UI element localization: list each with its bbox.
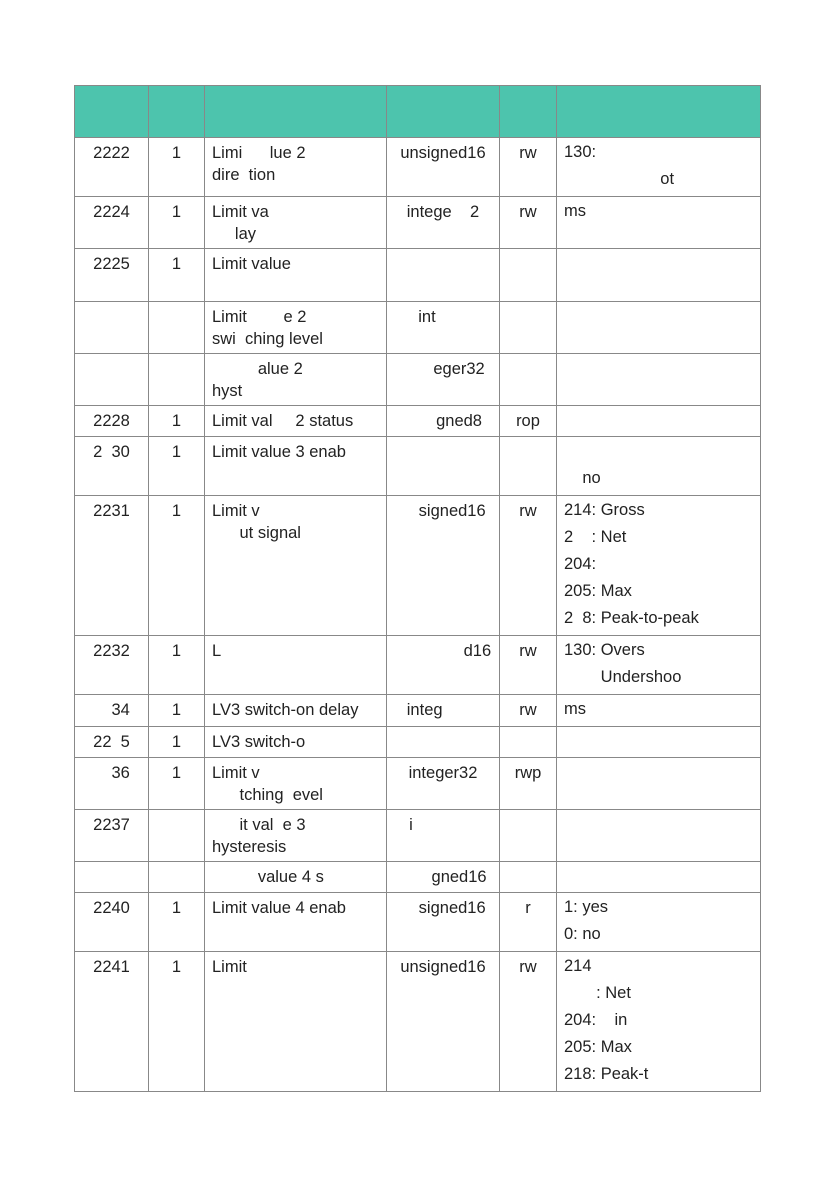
parameter-name-cell <box>204 952 386 1092</box>
table-row <box>74 758 761 810</box>
values-cell-text <box>557 893 760 951</box>
data-type-cell-text: int <box>418 308 468 326</box>
data-type-cell-text <box>387 727 499 734</box>
table-row <box>74 406 761 437</box>
value-line: Undershoo <box>564 668 682 686</box>
parameter-name-cell-text: Limit val 2 status <box>212 412 354 430</box>
data-type-cell-text: signed16 <box>400 899 486 917</box>
access-cell <box>499 758 556 810</box>
access-cell <box>499 727 556 758</box>
parameter-number-cell-text: 2231 <box>93 502 130 520</box>
subindex-cell <box>148 893 204 952</box>
values-cell <box>556 758 761 810</box>
value-line: 130: <box>564 143 597 161</box>
subindex-cell-text <box>149 862 204 869</box>
parameter-number-cell <box>74 727 148 758</box>
parameter-number-cell-text: 2222 <box>93 144 130 162</box>
parameter-name-cell <box>204 636 386 695</box>
data-type-cell <box>386 636 499 695</box>
values-cell <box>556 893 761 952</box>
parameter-name-cell <box>204 727 386 758</box>
parameter-number-cell <box>74 197 148 249</box>
values-cell <box>556 695 761 727</box>
value-line: 205: Max <box>564 582 632 600</box>
parameter-number-cell-text <box>75 302 148 309</box>
parameter-number-cell <box>74 758 148 810</box>
parameter-number-cell-text <box>75 354 148 361</box>
subindex-cell-text: 1 <box>171 144 182 162</box>
access-cell <box>499 893 556 952</box>
values-cell-text <box>557 636 760 694</box>
value-line <box>564 438 753 465</box>
table-row <box>74 496 761 636</box>
values-cell <box>556 249 761 302</box>
parameter-name-cell-text: LV3 switch-on delay <box>212 701 359 719</box>
parameter-name-cell-text: Limit <box>212 958 247 976</box>
table-row <box>74 437 761 496</box>
subindex-cell <box>148 302 204 354</box>
values-cell-text <box>557 249 760 253</box>
value-line: 2 8: Peak-to-peak <box>564 609 699 627</box>
value-line: 205: Max <box>564 1038 632 1056</box>
data-type-cell <box>386 437 499 496</box>
subindex-cell <box>148 249 204 302</box>
parameter-table <box>74 85 761 1092</box>
parameter-name-cell-text: L <box>212 642 222 660</box>
data-type-cell <box>386 893 499 952</box>
values-cell-text <box>557 862 760 866</box>
subindex-cell <box>148 437 204 496</box>
header-cell <box>499 85 556 138</box>
header-cell <box>204 85 386 138</box>
parameter-name-cell <box>204 197 386 249</box>
data-type-cell <box>386 354 499 406</box>
values-cell-text <box>557 302 760 306</box>
access-cell-text <box>500 249 556 256</box>
values-cell-text <box>557 727 760 731</box>
data-type-cell <box>386 810 499 862</box>
access-cell-text: r <box>525 899 531 917</box>
parameter-number-cell <box>74 810 148 862</box>
parameter-number-cell <box>74 636 148 695</box>
parameter-name-cell-text: alue 2 hyst <box>212 360 303 400</box>
values-cell-text <box>557 810 760 814</box>
parameter-name-cell-text: Limit value 3 enab <box>212 443 346 461</box>
data-type-cell-text: i <box>409 816 477 834</box>
values-cell <box>556 197 761 249</box>
value-line: ms <box>564 700 586 718</box>
table-row <box>74 893 761 952</box>
values-cell-text <box>557 437 760 495</box>
parameter-name-cell <box>204 354 386 406</box>
access-cell <box>499 810 556 862</box>
table-row <box>74 862 761 893</box>
access-cell <box>499 695 556 727</box>
parameter-name-cell <box>204 437 386 496</box>
subindex-cell-text: 1 <box>171 443 182 461</box>
subindex-cell-text: 1 <box>171 642 182 660</box>
table-row <box>74 810 761 862</box>
values-cell <box>556 496 761 636</box>
data-type-cell-text: signed16 <box>400 502 486 520</box>
data-type-cell-text: gned16 <box>399 868 487 886</box>
access-cell <box>499 636 556 695</box>
data-type-cell <box>386 249 499 302</box>
parameter-name-cell-text: Limit v tching evel <box>212 764 323 804</box>
table-body <box>74 138 761 1092</box>
parameter-number-cell <box>74 406 148 437</box>
values-cell-text <box>557 138 760 196</box>
parameter-number-cell-text: 2228 <box>93 412 130 430</box>
parameter-number-cell <box>74 952 148 1092</box>
subindex-cell <box>148 354 204 406</box>
parameter-name-cell <box>204 758 386 810</box>
value-line: ot <box>564 170 675 188</box>
values-cell <box>556 138 761 197</box>
values-cell <box>556 952 761 1092</box>
value-line: 214 <box>564 957 592 975</box>
data-type-cell-text: unsigned16 <box>400 958 486 976</box>
subindex-cell-text <box>149 302 204 309</box>
parameter-name-cell <box>204 496 386 636</box>
parameter-name-cell-text: Limit e 2 swi ching level <box>212 308 323 348</box>
values-cell <box>556 810 761 862</box>
access-cell <box>499 862 556 893</box>
value-line: 1: yes <box>564 898 609 916</box>
value-line: 214: Gross <box>564 501 645 519</box>
access-cell <box>499 249 556 302</box>
subindex-cell <box>148 862 204 893</box>
table-row <box>74 727 761 758</box>
values-cell-text <box>557 354 760 358</box>
header-cell <box>74 85 148 138</box>
values-cell <box>556 437 761 496</box>
access-cell-text: rw <box>519 958 537 976</box>
access-cell-text: rw <box>519 502 537 520</box>
data-type-cell-text: unsigned16 <box>400 144 486 162</box>
parameter-number-cell-text: 2224 <box>93 203 130 221</box>
values-cell-text <box>557 406 760 410</box>
value-line: 204: <box>564 555 597 573</box>
subindex-cell <box>148 952 204 1092</box>
data-type-cell-text: gned8 <box>404 412 482 430</box>
data-type-cell-text <box>387 437 499 444</box>
subindex-cell <box>148 406 204 437</box>
access-cell <box>499 406 556 437</box>
table-row <box>74 952 761 1092</box>
values-cell <box>556 406 761 437</box>
access-cell <box>499 302 556 354</box>
parameter-name-cell <box>204 138 386 197</box>
subindex-cell-text: 1 <box>171 412 182 430</box>
parameter-name-cell <box>204 695 386 727</box>
access-cell-text: rwp <box>514 764 542 782</box>
table-row <box>74 636 761 695</box>
parameter-name-cell-text: it val e 3 hysteresis <box>212 816 306 856</box>
value-line: no <box>564 469 601 487</box>
subindex-cell-text: 1 <box>171 733 182 751</box>
access-cell-text <box>500 727 556 734</box>
access-cell <box>499 354 556 406</box>
subindex-cell-text: 1 <box>171 203 182 221</box>
table-row <box>74 249 761 302</box>
data-type-cell-text: integ <box>406 701 480 719</box>
access-cell-text <box>500 354 556 361</box>
data-type-cell <box>386 496 499 636</box>
parameter-number-cell <box>74 354 148 406</box>
parameter-name-cell <box>204 862 386 893</box>
data-type-cell <box>386 952 499 1092</box>
access-cell <box>499 437 556 496</box>
data-type-cell <box>386 758 499 810</box>
subindex-cell <box>148 810 204 862</box>
access-cell-text: rop <box>516 412 540 430</box>
parameter-number-cell-text: 2 30 <box>93 443 130 461</box>
parameter-name-cell-text: Limi lue 2 dire tion <box>212 144 306 184</box>
value-line: 204: in <box>564 1011 628 1029</box>
value-line: 130: Overs <box>564 641 645 659</box>
data-type-cell <box>386 695 499 727</box>
subindex-cell <box>148 727 204 758</box>
values-cell-text <box>557 952 760 1091</box>
table-row <box>74 138 761 197</box>
values-cell-text <box>557 496 760 635</box>
value-line: : Net <box>564 984 631 1002</box>
table-row <box>74 302 761 354</box>
subindex-cell-text: 1 <box>171 899 182 917</box>
data-type-cell-text: intege 2 <box>406 203 480 221</box>
subindex-cell <box>148 138 204 197</box>
parameter-number-cell <box>74 862 148 893</box>
parameter-number-cell-text: 2232 <box>93 642 130 660</box>
parameter-number-cell-text: 22 5 <box>93 733 130 751</box>
data-type-cell <box>386 138 499 197</box>
parameter-number-cell-text: 34 <box>93 701 130 719</box>
access-cell <box>499 952 556 1092</box>
values-cell-text <box>557 197 760 228</box>
access-cell-text: rw <box>519 642 537 660</box>
parameter-name-cell-text: value 4 s <box>212 868 324 886</box>
values-cell-text <box>557 758 760 762</box>
parameter-name-cell-text: Limit value 4 enab <box>212 899 346 917</box>
table-row <box>74 695 761 727</box>
access-cell <box>499 138 556 197</box>
parameter-name-cell-text: Limit value <box>212 255 291 273</box>
parameter-name-cell <box>204 893 386 952</box>
parameter-number-cell <box>74 249 148 302</box>
parameter-number-cell-text: 2241 <box>93 958 130 976</box>
access-cell-text <box>500 862 556 869</box>
value-line: ms <box>564 202 586 220</box>
data-type-cell-text: d16 <box>394 642 492 660</box>
access-cell <box>499 496 556 636</box>
data-type-cell-text: eger32 <box>401 360 485 378</box>
access-cell-text: rw <box>519 144 537 162</box>
data-type-cell <box>386 727 499 758</box>
parameter-name-cell-text: Limit va lay <box>212 203 269 243</box>
data-type-cell <box>386 302 499 354</box>
subindex-cell-text: 1 <box>171 255 182 273</box>
parameter-name-cell <box>204 406 386 437</box>
parameter-number-cell-text: 2237 <box>93 816 130 834</box>
access-cell-text <box>500 302 556 309</box>
subindex-cell <box>148 695 204 727</box>
values-cell <box>556 636 761 695</box>
values-cell-text <box>557 695 760 726</box>
values-cell <box>556 354 761 406</box>
parameter-number-cell <box>74 437 148 496</box>
subindex-cell-text: 1 <box>171 701 182 719</box>
data-type-cell-text: integer32 <box>408 764 478 782</box>
values-cell <box>556 727 761 758</box>
data-type-cell-text <box>387 249 499 256</box>
access-cell-text <box>500 810 556 817</box>
subindex-cell-text: 1 <box>171 958 182 976</box>
parameter-number-cell <box>74 302 148 354</box>
parameter-name-cell <box>204 249 386 302</box>
access-cell <box>499 197 556 249</box>
parameter-number-cell-text: 2225 <box>93 255 130 273</box>
parameter-number-cell-text <box>75 862 148 869</box>
table-row <box>74 354 761 406</box>
access-cell-text: rw <box>519 203 537 221</box>
parameter-number-cell <box>74 695 148 727</box>
parameter-number-cell <box>74 893 148 952</box>
parameter-number-cell <box>74 138 148 197</box>
value-line: 218: Peak-t <box>564 1065 649 1083</box>
subindex-cell <box>148 758 204 810</box>
parameter-number-cell-text: 2240 <box>93 899 130 917</box>
parameter-name-cell <box>204 810 386 862</box>
values-cell <box>556 302 761 354</box>
table-row <box>74 197 761 249</box>
subindex-cell <box>148 197 204 249</box>
subindex-cell <box>148 636 204 695</box>
parameter-name-cell-text: Limit v ut signal <box>212 502 301 542</box>
value-line: 0: no <box>564 925 601 943</box>
header-cell <box>386 85 499 138</box>
subindex-cell-text: 1 <box>171 502 182 520</box>
subindex-cell-text <box>149 354 204 361</box>
header-cell <box>556 85 761 138</box>
data-type-cell <box>386 406 499 437</box>
access-cell-text <box>500 437 556 444</box>
subindex-cell-text: 1 <box>171 764 182 782</box>
subindex-cell-text <box>149 810 204 817</box>
data-type-cell <box>386 862 499 893</box>
data-type-cell <box>386 197 499 249</box>
header-cell <box>148 85 204 138</box>
value-line: 2 : Net <box>564 528 627 546</box>
parameter-name-cell <box>204 302 386 354</box>
subindex-cell <box>148 496 204 636</box>
table-header-row <box>74 85 761 138</box>
access-cell-text: rw <box>519 701 537 719</box>
values-cell <box>556 862 761 893</box>
parameter-number-cell-text: 36 <box>93 764 130 782</box>
parameter-number-cell <box>74 496 148 636</box>
parameter-name-cell-text: LV3 switch-o <box>212 733 306 751</box>
